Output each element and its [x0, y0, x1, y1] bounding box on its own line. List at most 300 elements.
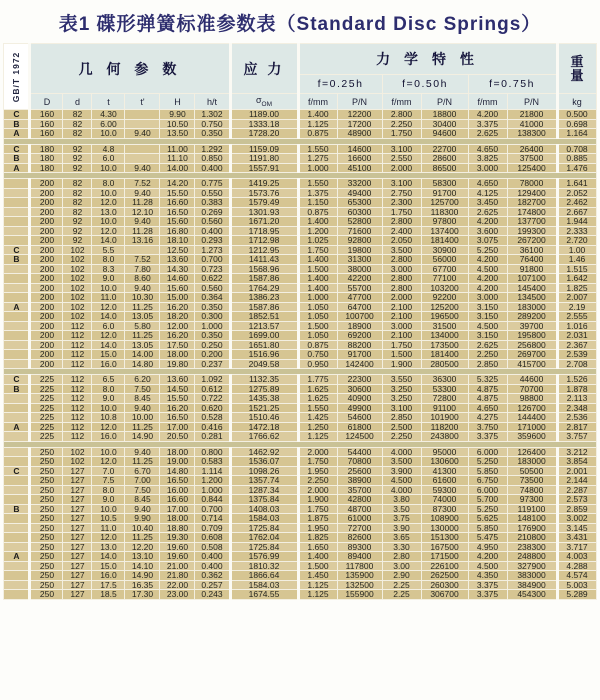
cell-sigma-om: 1419.25 — [230, 179, 298, 189]
cell-f075-f: 5.700 — [468, 495, 507, 505]
cell-sigma-om: 2049.58 — [230, 359, 298, 369]
cell-ht-ratio: 1.292 — [195, 144, 230, 154]
cell-f075-p: 39700 — [507, 321, 557, 331]
cell-sigma-om: 1357.74 — [230, 476, 298, 486]
cell-f075-p: 210800 — [507, 533, 557, 543]
cell-ht-ratio: 0.243 — [195, 590, 230, 600]
cell-d-outer: 250 — [30, 580, 63, 590]
cell-t-prime: 9.40 — [125, 283, 160, 293]
cell-f075-f: 4.200 — [468, 255, 507, 265]
cell-f050-f: 2.100 — [382, 302, 421, 312]
cell-f050-p: 118200 — [421, 422, 468, 432]
cell-ht-ratio: 0.528 — [195, 413, 230, 423]
table-row — [4, 312, 596, 322]
cell-t-prime: 13.10 — [125, 552, 160, 562]
cell-sigma-om: 1573.76 — [230, 188, 298, 198]
cell-f050-f: 3.250 — [382, 394, 421, 404]
cell-weight: 3.757 — [557, 432, 596, 442]
cell-sigma-om: 1557.91 — [230, 163, 298, 173]
cell-sigma-om: 1408.03 — [230, 504, 298, 514]
cell-f025-f: 2.250 — [298, 476, 337, 486]
cell-weight: 2.348 — [557, 403, 596, 413]
cell-weight: 2.007 — [557, 293, 596, 303]
cell-series-letter — [4, 590, 30, 600]
cell-d-inner: 82 — [63, 129, 92, 139]
cell-f075-p: 289200 — [507, 312, 557, 322]
cell-sigma-om: 1212.95 — [230, 245, 298, 255]
cell-series-letter — [4, 359, 30, 369]
table-row — [4, 580, 596, 590]
table-row — [4, 340, 596, 350]
cell-series-letter: B — [4, 504, 30, 514]
cell-d-inner: 92 — [63, 217, 92, 227]
col-label-t: t — [92, 94, 125, 110]
cell-weight: 1.164 — [557, 129, 596, 139]
table-row — [4, 188, 596, 198]
cell-f050-p: 92200 — [421, 293, 468, 303]
cell-f075-p: 73500 — [507, 476, 557, 486]
cell-ht-ratio: 0.714 — [195, 514, 230, 524]
header-mechanical: 力 学 特 性 — [298, 44, 557, 75]
cell-t: 8.0 — [92, 384, 125, 394]
cell-f025-f: 1.900 — [298, 495, 337, 505]
cell-d-outer: 200 — [30, 274, 63, 284]
cell-d-inner: 92 — [63, 226, 92, 236]
cell-weight: 2.573 — [557, 495, 596, 505]
cell-f025-f: 1.400 — [298, 255, 337, 265]
cell-h-total: 16.50 — [160, 413, 195, 423]
table-row — [4, 552, 596, 562]
cell-d-outer: 250 — [30, 466, 63, 476]
cell-f050-p: 125200 — [421, 302, 468, 312]
cell-h-total: 16.60 — [160, 198, 195, 208]
cell-f050-p: 196500 — [421, 312, 468, 322]
cell-f025-p: 155900 — [337, 590, 382, 600]
cell-t-prime: 14.10 — [125, 561, 160, 571]
page-title: 表1 碟形弹簧标准参数表（Standard Disc Springs） — [58, 14, 542, 35]
cell-h-total: 22.00 — [160, 580, 195, 590]
cell-f075-f: 4.875 — [468, 394, 507, 404]
cell-ht-ratio: 0.350 — [195, 302, 230, 312]
cell-f075-f: 3.750 — [468, 422, 507, 432]
cell-f050-f: 1.750 — [382, 207, 421, 217]
cell-f075-p: 44600 — [507, 375, 557, 385]
cell-weight: 2.539 — [557, 350, 596, 360]
cell-sigma-om: 1866.64 — [230, 571, 298, 581]
cell-d-outer: 250 — [30, 542, 63, 552]
cell-ht-ratio: 0.237 — [195, 359, 230, 369]
cell-h-total: 12.00 — [160, 321, 195, 331]
cell-f050-p: 280500 — [421, 359, 468, 369]
cell-weight: 3.145 — [557, 523, 596, 533]
cell-t: 10.0 — [92, 504, 125, 514]
cell-ht-ratio: 0.200 — [195, 350, 230, 360]
cell-d-inner: 127 — [63, 504, 92, 514]
cell-t: 10.0 — [92, 447, 125, 457]
cell-f075-p: 148100 — [507, 514, 557, 524]
cell-f025-f: 1.775 — [298, 375, 337, 385]
cell-t-prime: 9.40 — [125, 447, 160, 457]
cell-weight: 3.212 — [557, 447, 596, 457]
table-row — [4, 283, 596, 293]
cell-f075-p: 78000 — [507, 179, 557, 189]
cell-f050-p: 22700 — [421, 144, 468, 154]
cell-d-inner: 102 — [63, 264, 92, 274]
cell-ht-ratio: 0.508 — [195, 542, 230, 552]
cell-f050-f: 2.550 — [382, 154, 421, 164]
cell-t: 15.0 — [92, 561, 125, 571]
cell-h-total: 16.80 — [160, 226, 195, 236]
cell-series-letter: B — [4, 384, 30, 394]
cell-t-prime — [125, 154, 160, 164]
cell-f025-f: 1.125 — [298, 580, 337, 590]
cell-series-letter — [4, 236, 30, 246]
cell-f050-f: 3.100 — [382, 144, 421, 154]
cell-series-letter — [4, 542, 30, 552]
cell-f050-p: 28600 — [421, 154, 468, 164]
cell-sigma-om: 1712.98 — [230, 236, 298, 246]
cell-f075-f: 2.850 — [468, 359, 507, 369]
cell-d-inner: 102 — [63, 457, 92, 467]
cell-f050-f: 3.75 — [382, 514, 421, 524]
cell-d-inner: 82 — [63, 207, 92, 217]
table-row — [4, 119, 596, 129]
cell-d-outer: 250 — [30, 523, 63, 533]
cell-f075-f: 4.500 — [468, 321, 507, 331]
cell-f050-p: 91700 — [421, 188, 468, 198]
cell-f050-p: 173500 — [421, 340, 468, 350]
cell-h-total: 15.50 — [160, 188, 195, 198]
cell-weight: 1.944 — [557, 217, 596, 227]
cell-series-letter — [4, 523, 30, 533]
cell-f075-p: 137700 — [507, 217, 557, 227]
cell-f075-p: 91800 — [507, 264, 557, 274]
cell-f075-f: 3.000 — [468, 163, 507, 173]
cell-t-prime: 9.90 — [125, 514, 160, 524]
cell-sigma-om: 1584.03 — [230, 514, 298, 524]
cell-ht-ratio: 1.000 — [195, 321, 230, 331]
cell-f050-p: 306700 — [421, 590, 468, 600]
cell-f075-p: 41000 — [507, 119, 557, 129]
cell-f075-f: 4.200 — [468, 110, 507, 120]
cell-f075-p: 70700 — [507, 384, 557, 394]
cell-t-prime: 9.40 — [125, 504, 160, 514]
cell-t-prime — [125, 245, 160, 255]
cell-f050-f: 3.500 — [382, 245, 421, 255]
cell-sigma-om: 1584.03 — [230, 580, 298, 590]
cell-ht-ratio: 1.092 — [195, 375, 230, 385]
cell-series-letter — [4, 207, 30, 217]
table-row — [4, 542, 596, 552]
cell-weight: 2.859 — [557, 504, 596, 514]
table-row — [4, 179, 596, 189]
cell-series-letter: B — [4, 255, 30, 265]
cell-series-letter — [4, 312, 30, 322]
cell-t: 11.0 — [92, 523, 125, 533]
cell-sigma-om: 1213.57 — [230, 321, 298, 331]
cell-series-letter: C — [4, 144, 30, 154]
cell-ht-ratio: 0.608 — [195, 533, 230, 543]
cell-f050-p: 262500 — [421, 571, 468, 581]
cell-t: 12.0 — [92, 198, 125, 208]
cell-f075-f: 2.625 — [468, 340, 507, 350]
cell-d-outer: 250 — [30, 590, 63, 600]
cell-f050-f: 3.90 — [382, 523, 421, 533]
cell-f075-p: 119100 — [507, 504, 557, 514]
cell-f050-p: 130000 — [421, 523, 468, 533]
cell-weight: 1.476 — [557, 163, 596, 173]
cell-d-outer: 250 — [30, 476, 63, 486]
cell-f025-f: 1.425 — [298, 413, 337, 423]
cell-t-prime: 9.40 — [125, 403, 160, 413]
cell-ht-ratio: 0.844 — [195, 495, 230, 505]
cell-f025-f: 0.875 — [298, 340, 337, 350]
cell-ht-ratio: 0.250 — [195, 340, 230, 350]
cell-d-inner: 82 — [63, 119, 92, 129]
cell-h-total: 18.10 — [160, 236, 195, 246]
cell-ht-ratio: 0.364 — [195, 293, 230, 303]
cell-h-total: 23.00 — [160, 590, 195, 600]
cell-ht-ratio: 0.400 — [195, 561, 230, 571]
cell-t-prime — [125, 144, 160, 154]
cell-f075-p: 134500 — [507, 293, 557, 303]
cell-d-outer: 250 — [30, 533, 63, 543]
cell-f050-f: 3.900 — [382, 466, 421, 476]
cell-series-letter — [4, 188, 30, 198]
cell-f025-p: 25600 — [337, 466, 382, 476]
col-label-sigma: $\sigma_{OM}$ — [230, 94, 298, 110]
cell-h-total: 15.60 — [160, 217, 195, 227]
cell-f025-f: 1.375 — [298, 188, 337, 198]
col-label-H: H — [160, 94, 195, 110]
cell-f025-f: 0.950 — [298, 359, 337, 369]
cell-f050-f: 3.00 — [382, 561, 421, 571]
cell-f075-p: 98800 — [507, 394, 557, 404]
cell-t: 8.0 — [92, 485, 125, 495]
cell-sigma-om: 1333.18 — [230, 119, 298, 129]
cell-sigma-om: 1132.35 — [230, 375, 298, 385]
table-row — [4, 293, 596, 303]
cell-ht-ratio: 0.612 — [195, 384, 230, 394]
cell-f025-p: 70800 — [337, 457, 382, 467]
cell-t-prime: 10.40 — [125, 523, 160, 533]
cell-sigma-om: 1766.62 — [230, 432, 298, 442]
cell-f075-f: 3.000 — [468, 293, 507, 303]
cell-f075-p: 21800 — [507, 110, 557, 120]
cell-f075-f: 3.375 — [468, 119, 507, 129]
cell-d-outer: 200 — [30, 293, 63, 303]
cell-d-outer: 200 — [30, 264, 63, 274]
cell-h-total: 14.30 — [160, 264, 195, 274]
cell-weight: 2.462 — [557, 198, 596, 208]
cell-weight: 1.515 — [557, 264, 596, 274]
cell-f025-f: 1.400 — [298, 283, 337, 293]
cell-h-total: 16.20 — [160, 302, 195, 312]
cell-t: 16.0 — [92, 571, 125, 581]
cell-h-total: 13.60 — [160, 375, 195, 385]
cell-t: 7.0 — [92, 466, 125, 476]
cell-f075-f: 3.375 — [468, 432, 507, 442]
cell-series-letter — [4, 198, 30, 208]
cell-f025-p: 91700 — [337, 350, 382, 360]
cell-f025-p: 48700 — [337, 504, 382, 514]
cell-d-inner: 112 — [63, 432, 92, 442]
cell-sigma-om: 1568.96 — [230, 264, 298, 274]
cell-f050-p: 103200 — [421, 283, 468, 293]
cell-f025-f: 1.500 — [298, 561, 337, 571]
cell-h-total: 18.20 — [160, 312, 195, 322]
cell-ht-ratio: 0.850 — [195, 154, 230, 164]
cell-f075-f: 3.375 — [468, 580, 507, 590]
cell-f050-p: 72800 — [421, 394, 468, 404]
cell-f050-f: 2.750 — [382, 188, 421, 198]
cell-f025-p: 31300 — [337, 255, 382, 265]
cell-t-prime: 9.40 — [125, 217, 160, 227]
cell-t-prime: 8.60 — [125, 274, 160, 284]
cell-weight: 2.031 — [557, 331, 596, 341]
cell-f025-f: 1.550 — [298, 403, 337, 413]
cell-weight: 2.817 — [557, 422, 596, 432]
cell-f050-p: 91100 — [421, 403, 468, 413]
cell-t-prime: 6.70 — [125, 466, 160, 476]
cell-d-outer: 225 — [30, 375, 63, 385]
cell-f025-f: 2.000 — [298, 447, 337, 457]
cell-weight: 2.113 — [557, 394, 596, 404]
cell-series-letter — [4, 432, 30, 442]
cell-f025-f: 1.750 — [298, 457, 337, 467]
cell-f050-f: 3.30 — [382, 542, 421, 552]
cell-h-total: 14.00 — [160, 163, 195, 173]
cell-sigma-om: 1411.43 — [230, 255, 298, 265]
cell-d-inner: 127 — [63, 476, 92, 486]
cell-h-total: 9.90 — [160, 110, 195, 120]
cell-d-outer: 200 — [30, 179, 63, 189]
cell-h-total: 19.60 — [160, 542, 195, 552]
cell-f025-f: 0.875 — [298, 129, 337, 139]
table-row — [4, 129, 596, 139]
cell-f025-f: 2.000 — [298, 485, 337, 495]
cell-f075-p: 26400 — [507, 144, 557, 154]
cell-t-prime: 11.25 — [125, 533, 160, 543]
cell-d-inner: 112 — [63, 394, 92, 404]
cell-sigma-om: 1576.99 — [230, 552, 298, 562]
cell-d-outer: 250 — [30, 447, 63, 457]
cell-f050-f: 2.25 — [382, 580, 421, 590]
cell-weight: 2.333 — [557, 226, 596, 236]
cell-f050-f: 1.500 — [382, 350, 421, 360]
cell-d-inner: 127 — [63, 571, 92, 581]
cell-f050-f: 1.750 — [382, 340, 421, 350]
cell-f075-p: 248800 — [507, 552, 557, 562]
cell-f050-p: 59300 — [421, 485, 468, 495]
cell-h-total: 21.80 — [160, 571, 195, 581]
cell-f050-p: 74000 — [421, 495, 468, 505]
cell-f025-f: 1.025 — [298, 236, 337, 246]
cell-h-total: 16.50 — [160, 207, 195, 217]
cell-t: 14.0 — [92, 552, 125, 562]
cell-d-inner: 92 — [63, 144, 92, 154]
cell-sigma-om: 1725.84 — [230, 542, 298, 552]
cell-f025-f: 1.500 — [298, 321, 337, 331]
cell-f075-p: 144400 — [507, 413, 557, 423]
cell-t: 10.0 — [92, 403, 125, 413]
cell-f025-f: 1.550 — [298, 179, 337, 189]
cell-sigma-om: 1810.32 — [230, 561, 298, 571]
disc-spring-parameter-table — [3, 43, 596, 600]
cell-t: 17.5 — [92, 580, 125, 590]
cell-d-inner: 102 — [63, 245, 92, 255]
cell-ht-ratio: 0.560 — [195, 283, 230, 293]
cell-h-total: 17.00 — [160, 422, 195, 432]
cell-t-prime: 16.35 — [125, 580, 160, 590]
cell-f075-p: 454300 — [507, 590, 557, 600]
cell-d-outer: 225 — [30, 384, 63, 394]
cell-f075-f: 4.950 — [468, 542, 507, 552]
cell-t-prime: 7.00 — [125, 476, 160, 486]
cell-d-inner: 102 — [63, 312, 92, 322]
cell-f075-p: 97300 — [507, 495, 557, 505]
cell-f075-f: 4.500 — [468, 264, 507, 274]
cell-series-letter — [4, 495, 30, 505]
cell-weight: 1.825 — [557, 283, 596, 293]
cell-d-outer: 200 — [30, 302, 63, 312]
cell-weight: 3.717 — [557, 542, 596, 552]
table-row — [4, 523, 596, 533]
header-deflection-075: f=0.75h — [468, 75, 557, 94]
table-row — [4, 359, 596, 369]
cell-series-letter — [4, 561, 30, 571]
cell-f075-f: 4.200 — [468, 274, 507, 284]
cell-h-total: 15.00 — [160, 293, 195, 303]
cell-weight: 2.708 — [557, 359, 596, 369]
cell-weight: 1.641 — [557, 179, 596, 189]
cell-f075-f: 4.500 — [468, 561, 507, 571]
cell-f025-f: 1.050 — [298, 312, 337, 322]
cell-d-inner: 112 — [63, 413, 92, 423]
cell-f075-f: 3.150 — [468, 331, 507, 341]
cell-f075-p: 267200 — [507, 236, 557, 246]
cell-d-outer: 225 — [30, 394, 63, 404]
cell-ht-ratio: 0.300 — [195, 312, 230, 322]
cell-f025-p: 35700 — [337, 485, 382, 495]
cell-series-letter — [4, 403, 30, 413]
cell-f050-f: 2.500 — [382, 422, 421, 432]
cell-d-outer: 250 — [30, 561, 63, 571]
cell-f025-f: 1.550 — [298, 144, 337, 154]
cell-series-letter — [4, 533, 30, 543]
cell-d-inner: 112 — [63, 350, 92, 360]
cell-f025-f: 1.400 — [298, 110, 337, 120]
cell-f025-f: 1.050 — [298, 302, 337, 312]
cell-d-inner: 112 — [63, 403, 92, 413]
cell-d-outer: 200 — [30, 359, 63, 369]
cell-h-total: 14.50 — [160, 384, 195, 394]
cell-f025-f: 1.950 — [298, 523, 337, 533]
cell-f025-p: 64700 — [337, 302, 382, 312]
cell-f025-p: 89400 — [337, 552, 382, 562]
cell-d-inner: 102 — [63, 283, 92, 293]
cell-d-outer: 200 — [30, 255, 63, 265]
cell-f025-p: 124500 — [337, 432, 382, 442]
cell-ht-ratio: 0.709 — [195, 523, 230, 533]
cell-f075-f: 4.875 — [468, 384, 507, 394]
cell-sigma-om: 1301.93 — [230, 207, 298, 217]
cell-f075-p: 126700 — [507, 403, 557, 413]
cell-t: 12.0 — [92, 331, 125, 341]
cell-f025-p: 60300 — [337, 207, 382, 217]
cell-series-letter — [4, 457, 30, 467]
cell-d-outer: 200 — [30, 217, 63, 227]
